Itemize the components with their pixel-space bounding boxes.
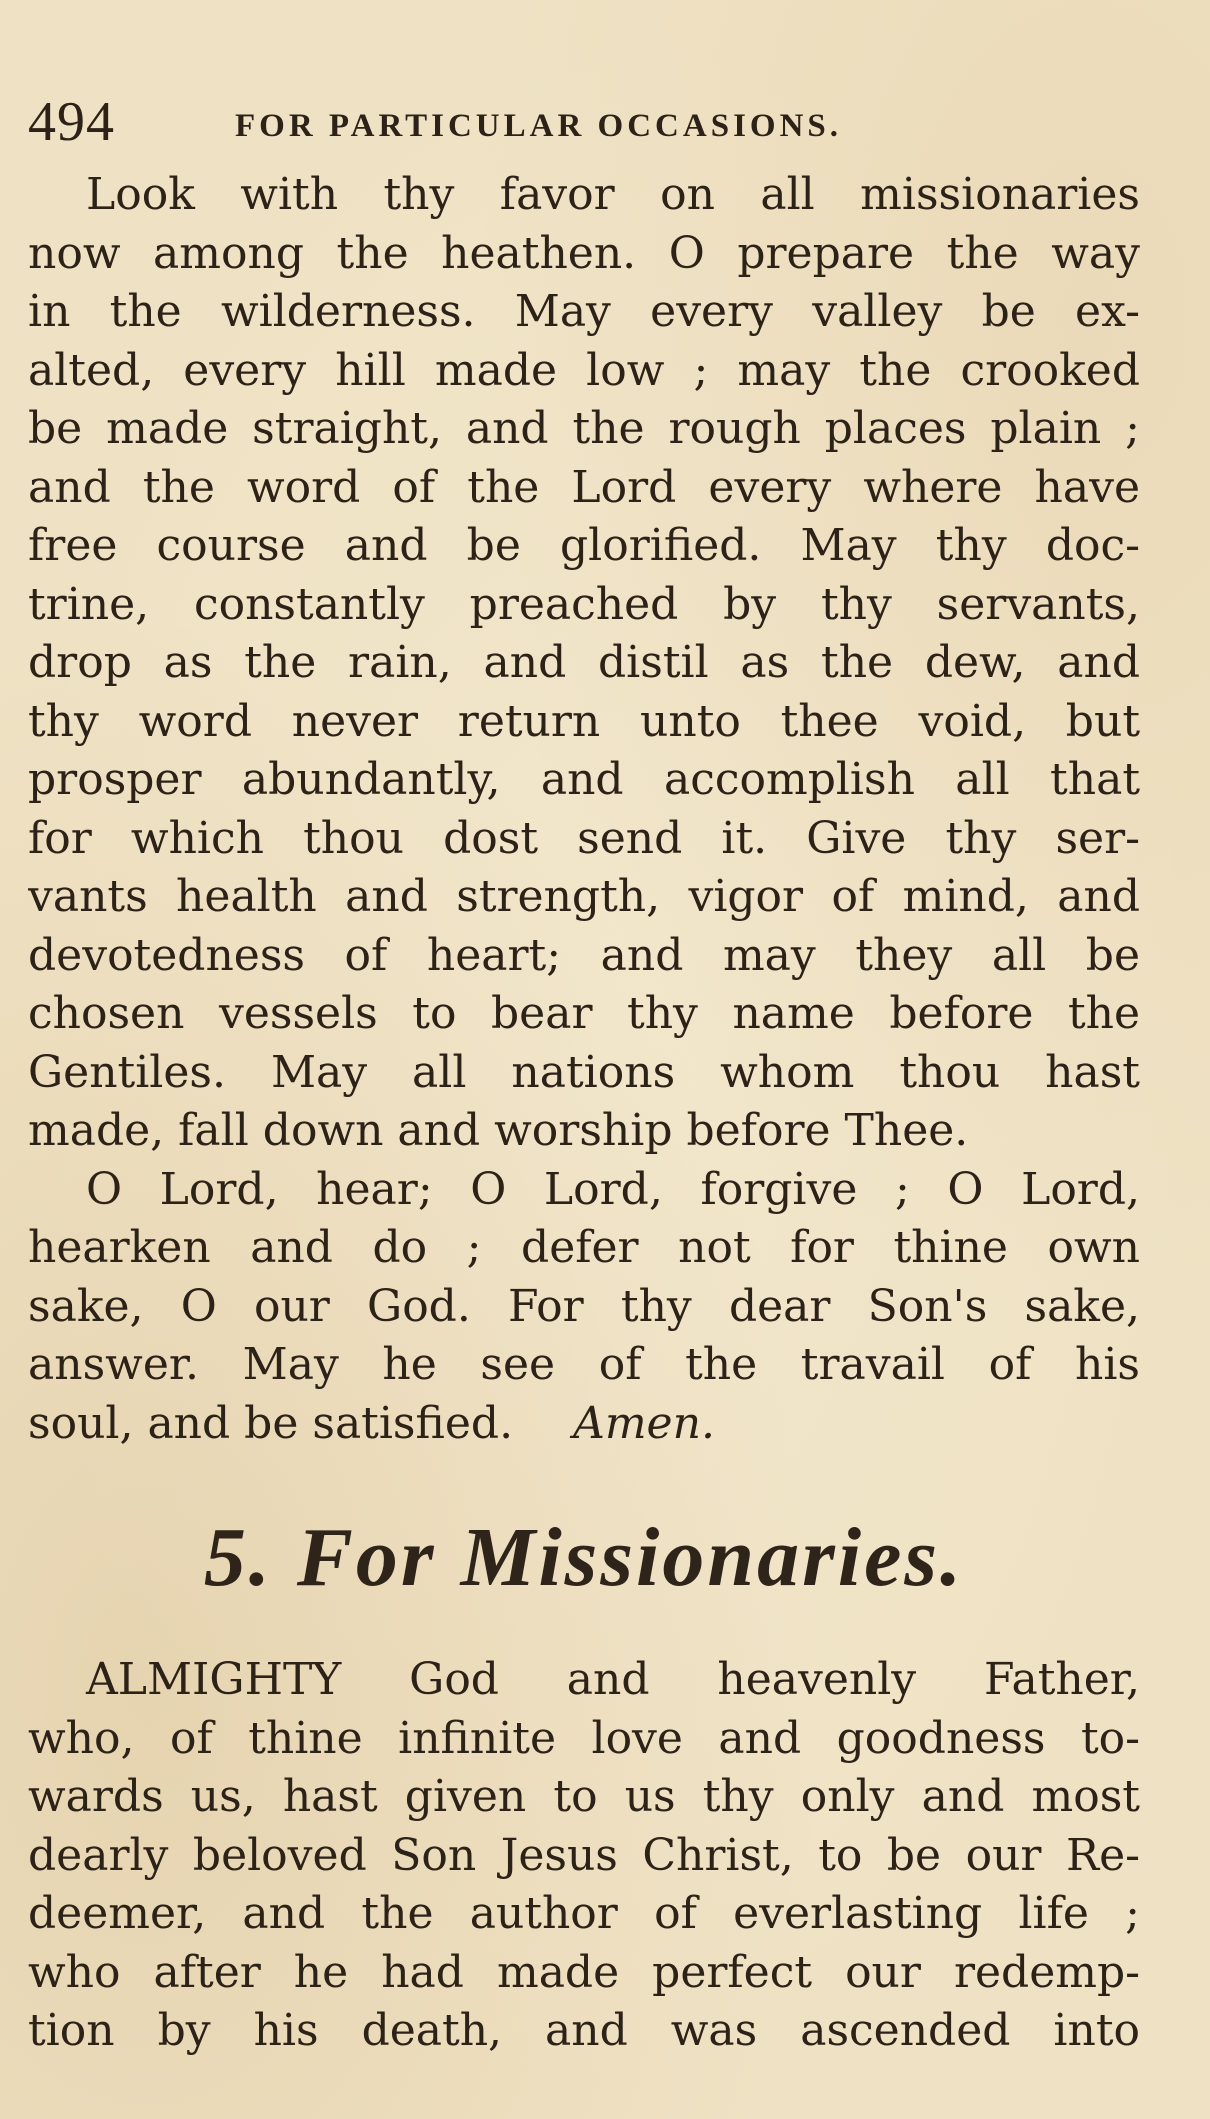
- text-line: drop as the rain, and distil as the dew, and: [28, 637, 1140, 688]
- section-heading: 5. For Missionaries.: [203, 1511, 965, 1604]
- text-line: O Lord, hear; O Lord, forgive ; O Lord,: [86, 1163, 1140, 1215]
- text-fragment: soul, and be satisfied.: [28, 1397, 514, 1449]
- text-line: prosper abundantly, and accomplish all that: [28, 754, 1140, 805]
- text-line: ALMIGHTY God and heavenly Father,: [86, 1654, 1140, 1705]
- page-number: 494: [28, 91, 115, 153]
- paragraph-almighty-god: [28, 1651, 1140, 2061]
- amen-italic: Amen.: [573, 1397, 715, 1449]
- text-line: made, fall down and worship before Thee.: [28, 1105, 969, 1156]
- paragraph-missionaries-favor: [28, 166, 1140, 1161]
- text-line: trine, constantly preached by thy servants,: [28, 578, 1140, 630]
- text-line: wards us, hast given to us thy only and most: [28, 1771, 1140, 1822]
- text-line: dearly beloved Son Jesus Christ, to be our Re-: [28, 1829, 1140, 1881]
- text-line: vants health and strength, vigor of mind, and: [28, 871, 1140, 922]
- text-line: Look with thy favor on all missionaries: [86, 169, 1140, 220]
- text-line: thy word never return unto thee void, but: [28, 695, 1140, 747]
- text-line: answer. May he see of the travail of his: [28, 1339, 1140, 1390]
- text-line: now among the heathen. O prepare the way: [28, 227, 1140, 279]
- text-line: and the word of the Lord every where have: [28, 461, 1140, 513]
- text-line: tion by his death, and was ascended into: [28, 2005, 1140, 2056]
- text-line: devotedness of heart; and may they all be: [28, 929, 1140, 981]
- text-line: chosen vessels to bear thy name before the: [28, 988, 1140, 1039]
- text-line: free course and be glorified. May thy doc-: [28, 520, 1140, 571]
- text-line: in the wilderness. May every valley be ex-: [28, 286, 1140, 337]
- text-line: [28, 1395, 1140, 1454]
- text-line: who after he had made perfect our redemp-: [28, 1946, 1140, 1998]
- text-line: deemer, and the author of everlasting life ;: [28, 1888, 1140, 1939]
- page-header: [28, 92, 1140, 152]
- text-line: sake, O our God. For thy dear Son's sake,: [28, 1280, 1140, 1332]
- paragraph-o-lord-hear: [28, 1161, 1140, 1454]
- running-head: FOR PARTICULAR OCCASIONS.: [235, 108, 843, 144]
- text-line: alted, every hill made low ; may the crooked: [28, 344, 1140, 396]
- text-line: for which thou dost send it. Give thy ser-: [28, 812, 1140, 864]
- text-line: who, of thine infinite love and goodness to-: [28, 1712, 1140, 1764]
- text-line: hearken and do ; defer not for thine own: [28, 1222, 1140, 1273]
- text-line: be made straight, and the rough places plain ;: [28, 403, 1140, 454]
- text-line: Gentiles. May all nations whom thou hast: [28, 1046, 1140, 1098]
